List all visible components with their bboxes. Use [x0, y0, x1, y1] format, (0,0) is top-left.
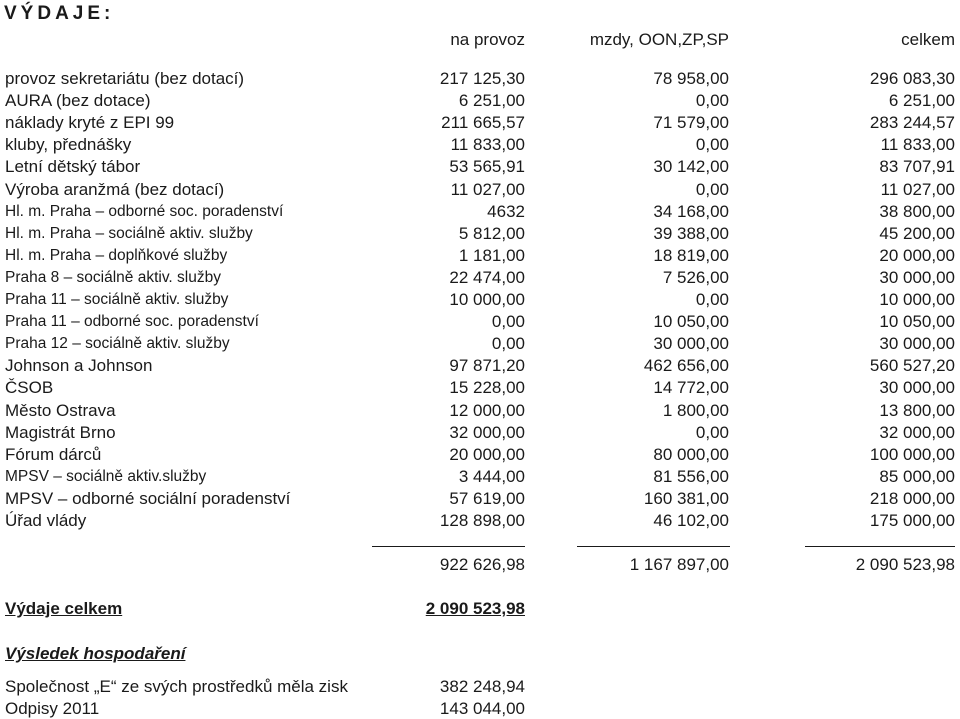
row-mzdy: 80 000,00: [653, 445, 729, 464]
row-provoz: 10 000,00: [449, 290, 525, 309]
row-provoz: 217 125,30: [439, 69, 525, 88]
row-label: Fórum dárců: [5, 445, 102, 464]
row-mzdy: 46 102,00: [653, 511, 729, 530]
row-label: Úřad vlády: [5, 511, 87, 530]
row-celkem: 38 800,00: [879, 202, 955, 221]
row-label: Město Ostrava: [5, 401, 116, 420]
row-celkem: 83 707,91: [879, 157, 955, 176]
row-celkem: 11 027,00: [880, 180, 955, 199]
row-celkem: 32 000,00: [879, 423, 955, 442]
row-label: Hl. m. Praha – doplňkové služby: [5, 247, 228, 264]
row-provoz: 11 027,00: [450, 180, 525, 199]
row-provoz: 15 228,00: [449, 378, 525, 397]
row-mzdy: 160 381,00: [643, 489, 729, 508]
row-provoz: 5 812,00: [458, 224, 525, 243]
row-celkem: 13 800,00: [879, 401, 955, 420]
row-label: Magistrát Brno: [5, 423, 116, 442]
row-label: Johnson a Johnson: [5, 356, 153, 375]
row-mzdy: 462 656,00: [643, 356, 729, 375]
row-provoz: 12 000,00: [449, 401, 525, 420]
row-provoz: 53 565,91: [449, 157, 525, 176]
row-mzdy: 1 800,00: [662, 401, 729, 420]
row-celkem: 218 000,00: [869, 489, 955, 508]
row-provoz: 32 000,00: [449, 423, 525, 442]
row-label: AURA (bez dotace): [5, 91, 151, 110]
total-celkem: 2 090 523,98: [855, 555, 955, 574]
row-mzdy: 14 772,00: [653, 378, 729, 397]
row-label: Praha 11 – odborné soc. poradenství: [5, 313, 259, 330]
row-mzdy: 0,00: [695, 135, 729, 154]
row-label: Praha 8 – sociálně aktiv. služby: [5, 269, 221, 286]
row-provoz: 20 000,00: [449, 445, 525, 464]
row-celkem: 10 050,00: [879, 312, 955, 331]
row-label: MPSV – sociálně aktiv.služby: [5, 468, 207, 485]
row-celkem: 30 000,00: [879, 334, 955, 353]
footer-label-odpisy: Odpisy 2011: [5, 699, 100, 718]
row-provoz: 1 181,00: [458, 246, 525, 265]
row-celkem: 175 000,00: [869, 511, 955, 530]
footer-label-zisk: Společnost „E“ ze svých prostředků měla zisk: [5, 677, 348, 696]
total-provoz: 922 626,98: [439, 555, 525, 574]
row-celkem: 11 833,00: [880, 135, 955, 154]
row-label: Letní dětský tábor: [5, 157, 141, 176]
row-provoz: 0,00: [491, 312, 525, 331]
row-mzdy: 0,00: [695, 290, 729, 309]
row-mzdy: 78 958,00: [653, 69, 729, 88]
row-label: ČSOB: [5, 378, 54, 397]
header-celkem: celkem: [901, 30, 955, 49]
row-label: náklady kryté z EPI 99: [5, 113, 175, 132]
row-provoz: 6 251,00: [458, 91, 525, 110]
total-rule-celkem: [805, 546, 955, 547]
row-provoz: 3 444,00: [458, 467, 525, 486]
vydaje-celkem-value: 2 090 523,98: [425, 599, 525, 618]
row-provoz: 0,00: [491, 334, 525, 353]
row-mzdy: 10 050,00: [653, 312, 729, 331]
row-celkem: 10 000,00: [879, 290, 955, 309]
header-na-provoz: na provoz: [450, 30, 525, 49]
header-mzdy: mzdy, OON,ZP,SP: [589, 30, 729, 49]
row-label: Výroba aranžmá (bez dotací): [5, 180, 225, 199]
row-celkem: 296 083,30: [869, 69, 955, 88]
total-rule-mzdy: [577, 546, 730, 547]
row-celkem: 6 251,00: [888, 91, 955, 110]
row-mzdy: 0,00: [695, 423, 729, 442]
vydaje-celkem-label: Výdaje celkem: [5, 599, 123, 618]
row-label: Praha 11 – sociálně aktiv. služby: [5, 291, 229, 308]
footer-value-zisk: 382 248,94: [439, 677, 525, 696]
row-celkem: 45 200,00: [879, 224, 955, 243]
row-celkem: 283 244,57: [869, 113, 955, 132]
row-mzdy: 71 579,00: [653, 113, 729, 132]
row-celkem: 30 000,00: [879, 268, 955, 287]
row-mzdy: 7 526,00: [662, 268, 729, 287]
row-mzdy: 30 000,00: [653, 334, 729, 353]
row-mzdy: 0,00: [695, 180, 729, 199]
row-celkem: 20 000,00: [879, 246, 955, 265]
row-label: Hl. m. Praha – sociálně aktiv. služby: [5, 225, 253, 242]
row-mzdy: 0,00: [695, 91, 729, 110]
vysledek-heading: Výsledek hospodaření: [5, 644, 186, 663]
row-celkem: 100 000,00: [869, 445, 955, 464]
total-rule-provoz: [372, 546, 525, 547]
row-label: kluby, přednášky: [5, 135, 132, 154]
row-mzdy: 39 388,00: [653, 224, 729, 243]
row-label: Praha 12 – sociálně aktiv. služby: [5, 335, 230, 352]
row-provoz: 128 898,00: [439, 511, 525, 530]
row-provoz: 57 619,00: [449, 489, 525, 508]
row-label: Hl. m. Praha – odborné soc. poradenství: [5, 203, 284, 220]
row-mzdy: 34 168,00: [653, 202, 729, 221]
row-celkem: 85 000,00: [879, 467, 955, 486]
row-label: MPSV – odborné sociální poradenství: [5, 489, 291, 508]
page-title: VÝDAJE:: [4, 3, 115, 24]
row-mzdy: 30 142,00: [653, 157, 729, 176]
footer-value-odpisy: 143 044,00: [439, 699, 525, 718]
row-provoz: 22 474,00: [449, 268, 525, 287]
row-celkem: 560 527,20: [869, 356, 955, 375]
row-mzdy: 81 556,00: [653, 467, 729, 486]
row-mzdy: 18 819,00: [653, 246, 729, 265]
total-mzdy: 1 167 897,00: [629, 555, 729, 574]
row-celkem: 30 000,00: [879, 378, 955, 397]
row-provoz: 4632: [487, 202, 525, 221]
row-provoz: 97 871,20: [449, 356, 525, 375]
row-provoz: 211 665,57: [441, 113, 525, 132]
row-provoz: 11 833,00: [450, 135, 525, 154]
row-label: provoz sekretariátu (bez dotací): [5, 69, 245, 88]
